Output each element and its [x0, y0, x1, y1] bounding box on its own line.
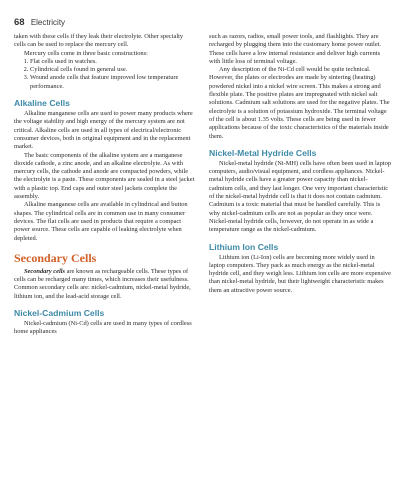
paragraph: taken with these cells if they leak their electrolyte. Other specialty cells can be used to replace the mercury cell. [14, 33, 184, 49]
key-term: Secondary cells [24, 267, 65, 275]
nickel-metal-hydride-heading: Nickel-Metal Hydride Cells [209, 147, 317, 158]
alkaline-cells-heading: Alkaline Cells [14, 98, 70, 109]
left-column [14, 33, 196, 337]
paragraph: Nickel-metal hydride (Ni-MH) cells have often been used in laptop computers, audio/visual equipment, and cordless appliances. Nickel-metal hydride cells have a greater power capacity than nickel-cadmium cells, and they last longer. One very important characteristic of the nickel-metal hydride cell is that it does not contain cadmium. Cadmium is a toxic material that must be handled carefully. This is why nickel-cadmium cells are not as popular as they once were. Nickel-metal hydride cells, however, do not operate in as wide a temperature range as the nickel-cadmium. [209, 159, 391, 234]
paragraph: Lithium ion (Li-Ion) cells are becoming more widely used in laptop computers. They pack as much energy as the nickel-metal hydride cell, and they weigh less. Lithium ion cells are more expensive than nickel-metal hydride, but their lightweight characteristic makes them an attractive power source. [209, 253, 391, 294]
paragraph: Mercury cells come in three basic constructions: [24, 49, 148, 57]
page-header [14, 17, 65, 28]
paragraph: The basic components of the alkaline system are a manganese dioxide cathode, a zinc anode, and an alkaline electrolyte. As with mercury cells, the cathode and anode are compacted powders, while the electrolyte is a paste. These components are sealed in a steel jacket with a plastic top. End caps and outer steel jackets complete the assembly. [14, 151, 195, 201]
paragraph [14, 268, 196, 301]
list-item: 2. Cylindrical cells found in general use. [30, 66, 196, 74]
construction-list [14, 58, 196, 91]
paragraph: Alkaline manganese cells are available in cylindrical and button shapes. The cylindrical cells are in common use in many consumer devices. The flat cells are used in products that require a compact power source. These cells are capable of leaking electrolyte when depleted. [14, 201, 188, 242]
running-section-title: Electricity [30, 18, 66, 27]
paragraph-text: are known as rechargeable cells. These types of cells can be recharged many times, which increases their usefulness. Common secondary cells are: nickel-cadmium, nickel-metal hydride, lithium ion, and the lead-acid storage cell. [14, 267, 191, 300]
nickel-cadmium-heading: Nickel-Cadmium Cells [14, 308, 105, 319]
secondary-cells-heading: Secondary Cells [14, 250, 97, 265]
paragraph: such as razors, radios, small power tools, and flashlights. They are recharged by plugging them into the customary home power outlet. These cells have a low internal resistance and deliver high currents with little loss of terminal voltage. [209, 33, 382, 65]
paragraph: Any description of the Ni-Cd cell would be quite technical. However, the plates or electrodes are made by sintering (heating) powdered nickel into a nickel wire screen. This makes a strong and flexible plate. The positive plates are impregnated with nickel salt solutions. Cadmium salt solutions are used for the negative plates. The electrolyte is a solution of potassium hydroxide. The terminal voltage of the cell is about 1.35 volts. These cells are being used in fewer applications because of the toxic characteristics of the materials inside them. [209, 66, 390, 140]
paragraph: Alkaline manganese cells are used to power many products where the voltage stability and high energy of the mercury system are not critical. Alkaline cells are used in all types of electrical/electronic consumer devices, both in original equipment and in the replacement market. [14, 110, 193, 151]
page-number: 68 [14, 17, 25, 28]
list-item: 1. Flat cells used in watches. [30, 58, 196, 66]
list-item: 3. Wound anode cells that feature improved low temperature performance. [30, 74, 196, 91]
lithium-ion-heading: Lithium Ion Cells [209, 241, 279, 252]
right-column [209, 33, 391, 295]
paragraph: Nickel-cadmium (Ni-Cd) cells are used in many types of cordless home appliances [14, 320, 192, 336]
